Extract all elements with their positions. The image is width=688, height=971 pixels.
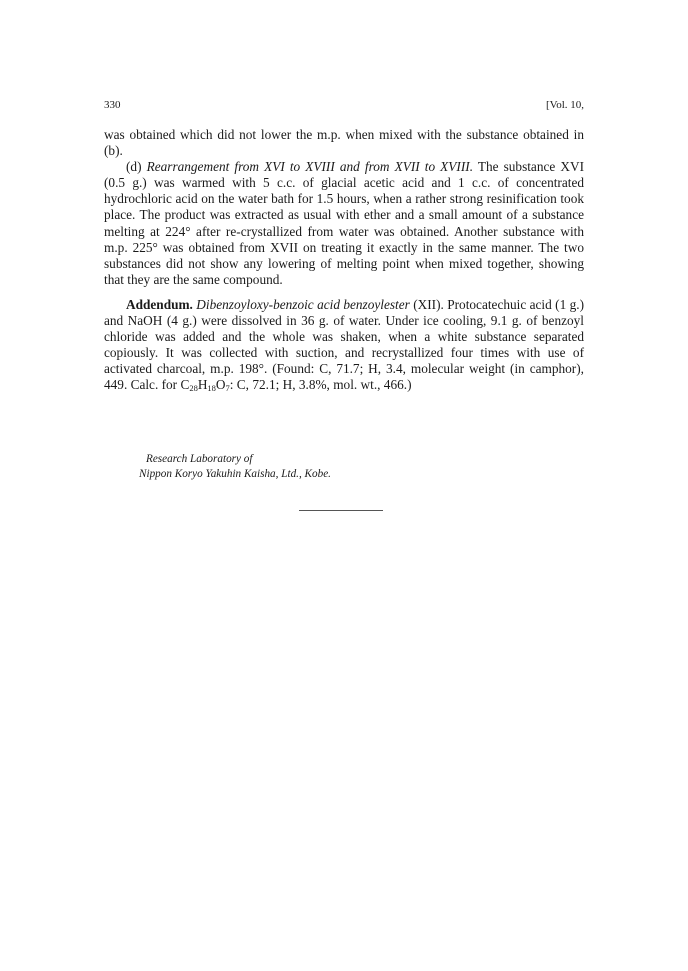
affiliation-line-2: Nippon Koryo Yakuhin Kaisha, Ltd., Kobe. [139,468,331,480]
paragraph-text: The substance XVI (0.5 g.) was warmed with 5 c.c. of glacial acetic acid and 1 c.c. of concentrated hydrochloric acid on the water bath for 1.5 hours, when a rather strong resinification took place. The product was extracted as usual with ether and a small amount of a substance melting at 224° after re-crystallized from water was obtained. Another substance with m.p. 225° was obtained from XVII on treating it exactly in the same manner. The two substances did not show any lowering of melting point when mixed together, showing that they are the same compound. [104,159,584,287]
body-text [104,127,584,394]
page-number: 330 [104,99,121,111]
addendum-heading: Addendum. [126,296,193,312]
affiliation-line-1: Research Laboratory of [146,453,253,465]
compound-name: Dibenzoyloxy-benzoic acid benzoylester [196,296,410,312]
affiliation [104,452,584,482]
volume-label: [Vol. 10, [546,99,584,111]
paragraph-continuation: was obtained which did not lower the m.p. when mixed with the substance obtained in (b). [104,127,584,159]
subscript-h: 18 [207,383,216,394]
subscript-c: 28 [189,383,198,394]
addendum-text-end: : C, 72.1; H, 3.8%, mol. wt., 466.) [229,377,412,393]
paragraph-rearrangement [104,159,584,288]
subscript-o: 7 [225,383,230,394]
paragraph-title: Rearrangement from XVI to XVIII and from XVII to XVIII. [146,159,474,175]
paragraph-addendum: Addendum. Dibenzoyloxy-benzoic acid benzoylester (XII). Protocatechuic acid (1 g.) and NaOH (4 g.) were dissolved in 36 g. of water. Under ice cooling, 9.1 g. of benzoyl chloride was added and the whole was shaken, when a white substance separated copiously. It was collected with suction, and recrystallized four times with use of activated charcoal, m.p. 198°. (Found: C, 71.7; H, 3.4, molecular weight (in camphor), 449. Calc. for $C_{28}H_{18}O_7$: C, 72.1; H, 3.8%, mol. wt., 466.) [104,296,585,394]
end-rule [299,510,383,511]
addendum-text: (XII). Protocatechuic acid (1 g.) and NaOH (4 g.) were dissolved in 36 g. of water. Under ice cooling, 9.1 g. of benzoyl chloride was added and the whole was shaken, when a white substance separated copiously. It was collected with suction, and recrystallized four times with use of activated charcoal, m.p. 198°. (Found: C, 71.7; H, 3.4, molecular weight (in camphor), 449. Calc. for C [104,296,585,393]
paragraph-label: (d) [126,159,147,175]
